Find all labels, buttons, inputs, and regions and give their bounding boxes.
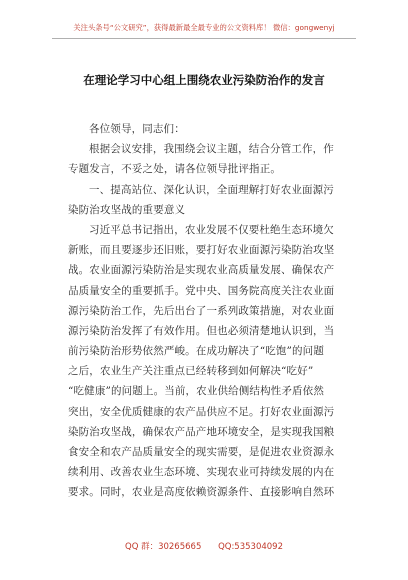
section-heading-line: 染防治攻坚战的重要意义: [68, 203, 186, 216]
header-divider: [52, 38, 356, 39]
document-body: [68, 119, 344, 503]
document-title: 在理论学习中心组上围绕农业污染防治作的发言: [83, 73, 325, 87]
section-heading-line: 一、提高站位、深化认识，全面理解打好农业面源污: [89, 183, 334, 196]
body-line: 习近平总书记指出，农业发展不仅要杜绝生态环境欠: [89, 223, 334, 236]
body-line: 品质量安全的重要抓手。党中央、国务院高度关注农业面: [68, 284, 335, 297]
body-line: 之后，农业生产关注重点已经转移到如何解决“吃好”: [68, 365, 314, 378]
body-line: 续利用、改善农业生态环境、实现农业可持续发展的内在: [68, 466, 335, 479]
body-line: 源污染防治工作，先后出台了一系列政策措施，对农业面: [68, 304, 335, 317]
body-line: 专题发言，不妥之处，请各位领导批评指正。: [68, 163, 281, 176]
body-line: “吃健康”的问题上。当前，农业供给侧结构性矛盾依然: [68, 385, 324, 398]
body-line: 前污染防治形势依然严峻。在成功解决了“吃饱”的问题: [68, 345, 324, 358]
salutation-line: 各位领导，同志们：: [89, 123, 185, 135]
footer-qq-group: QQ 群：30265665: [125, 542, 202, 552]
footer-contact: [0, 540, 408, 552]
body-line: 要求。同时，农业是高度依赖资源条件、直接影响自然环: [68, 486, 335, 499]
header-promo-note: 关注头条号“公文研究”，获得最新最全最专业的公文资料库！ 微信：gongwenyj: [73, 23, 335, 32]
body-line: 染防治攻坚战，确保农产品产地环境安全，是实现我国粮: [68, 425, 335, 438]
footer-qq: QQ:535304092: [218, 542, 283, 552]
body-line: 新账，而且要逐步还旧账，要打好农业面源污染防治攻坚: [68, 244, 335, 257]
body-line: 食安全和农产品质量安全的现实需要，是促进农业资源永: [68, 446, 335, 458]
body-line: 战。农业面源污染防治是实现农业高质量发展、确保农产: [68, 264, 335, 277]
body-line: 根据会议安排，我围绕会议主题，结合分管工作，作: [89, 143, 334, 156]
body-line: 源污染防治发挥了有效作用。但也必须清楚地认识到，当: [68, 324, 335, 337]
body-line: 突出，安全优质健康的农产品供应不足。打好农业面源污: [68, 405, 335, 418]
